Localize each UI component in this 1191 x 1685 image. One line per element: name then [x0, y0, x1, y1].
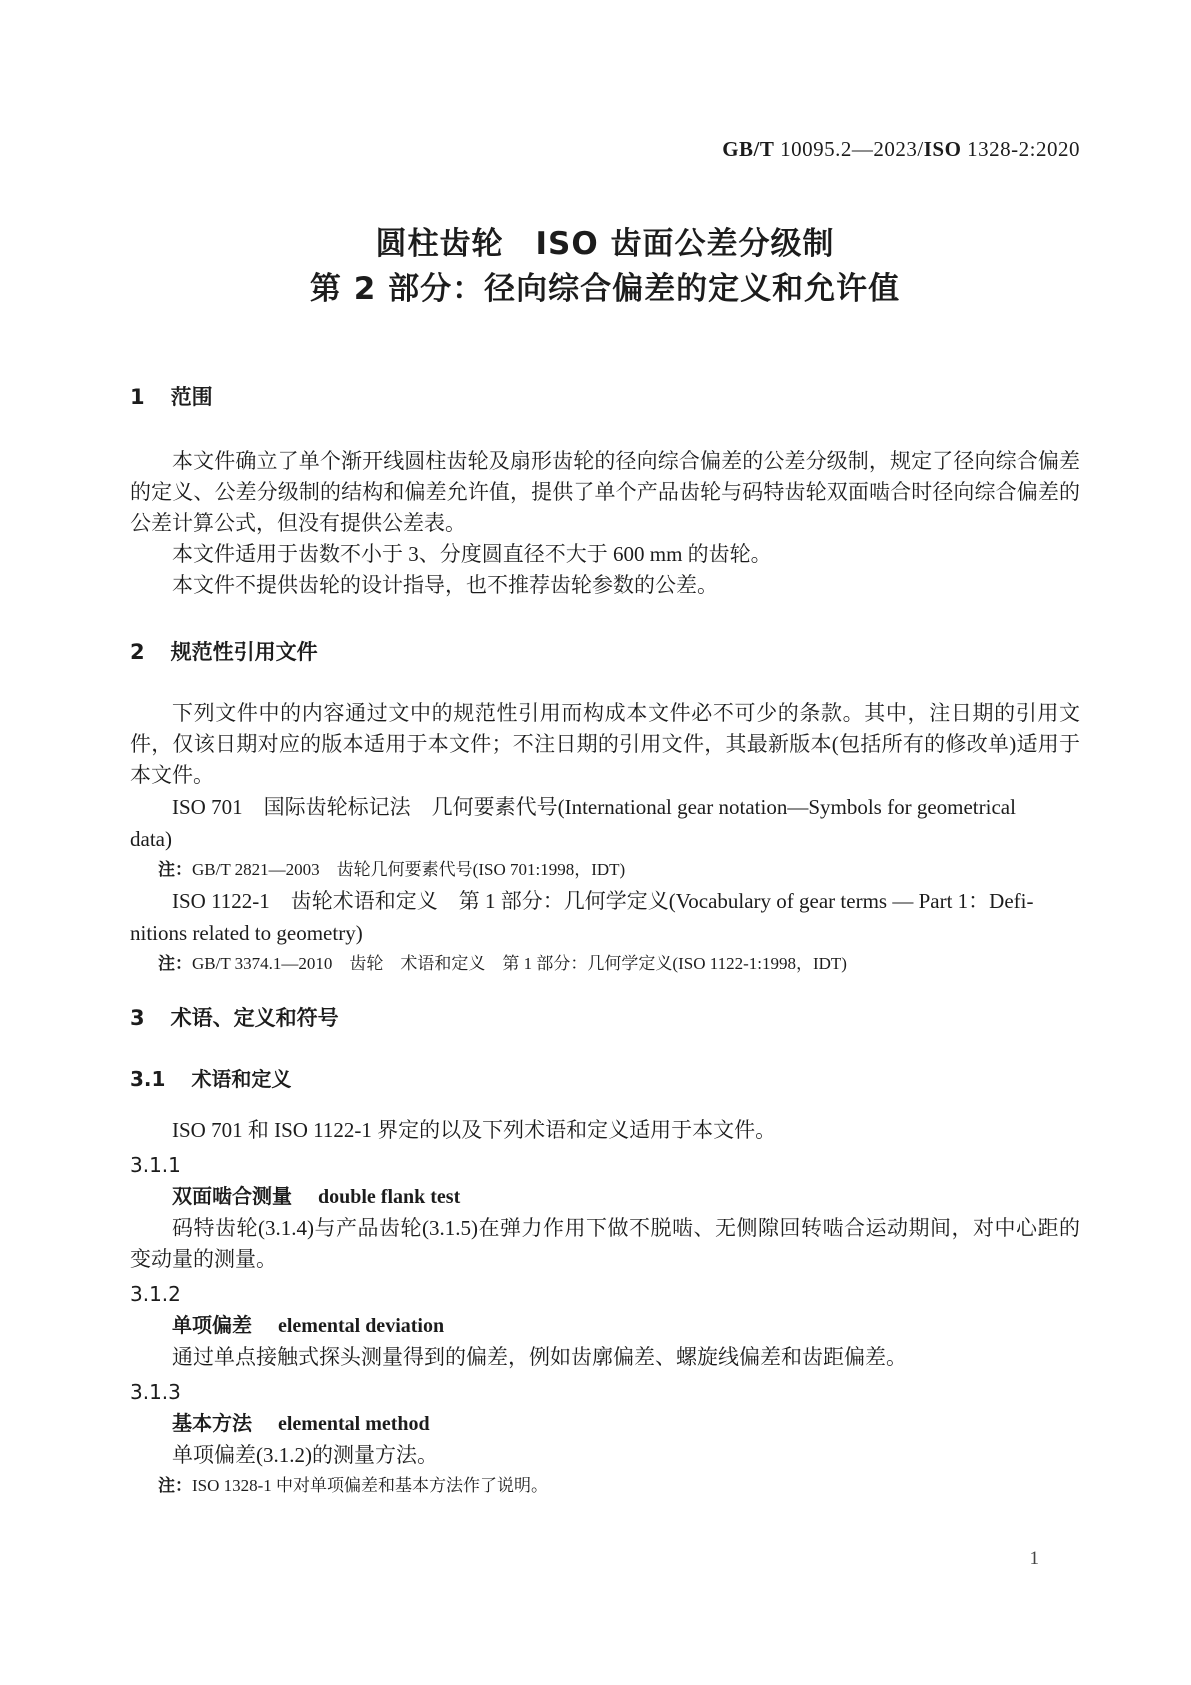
term-2-zh: 单项偏差 [172, 1313, 252, 1337]
reference-iso-701 [130, 791, 1080, 855]
document-code [130, 138, 1080, 160]
document-code-gb-number: 10095.2—2023 [774, 137, 918, 161]
section2-number: 2 [130, 640, 145, 664]
note2-text: GB/T 3374.1—2010 齿轮 术语和定义 第 1 部分：几何学定义(ISO 1122-1:1998，IDT) [192, 954, 847, 973]
term-2-title [130, 1309, 1080, 1342]
section2-heading-label: 规范性引用文件 [170, 640, 318, 664]
term-1-clause-number: 3.1.1 [130, 1153, 181, 1177]
document-title-line1: 圆柱齿轮 ISO 齿面公差分级制 [375, 226, 835, 262]
section3-1-heading [130, 1067, 1080, 1091]
section3-1-intro: ISO 701 和 ISO 1122-1 界定的以及下列术语和定义适用于本文件。 [172, 1118, 777, 1142]
document-code-gb-prefix: GB/T [722, 137, 775, 161]
note2-label: 注： [158, 954, 192, 974]
section1-number: 1 [130, 385, 145, 409]
reference-iso-701-line1: ISO 701 国际齿轮标记法 几何要素代号(International gear notation—Symbols for geometrical [172, 795, 1016, 819]
term-1-definition: 码特齿轮(3.1.4)与产品齿轮(3.1.5)在弹力作用下做不脱啮、无侧隙回转啮合运动期间，对中心距的变动量的测量。 [130, 1216, 1080, 1271]
section3-1-number: 3.1 [130, 1067, 166, 1091]
term-3-note-text: ISO 1328-1 中对单项偏差和基本方法作了说明。 [192, 1476, 549, 1495]
term-1-en: double flank test [318, 1186, 461, 1208]
section3-heading-label: 术语、定义和符号 [170, 1006, 339, 1030]
section1-heading [130, 384, 1080, 410]
term-3-note-label: 注： [158, 1476, 192, 1496]
section3-heading [130, 1005, 1080, 1031]
note1-text: GB/T 2821—2003 齿轮几何要素代号(ISO 701:1998，IDT) [192, 860, 626, 879]
document-code-separator: / [917, 137, 924, 161]
term-2-clause-number: 3.1.2 [130, 1282, 181, 1306]
term-1-zh: 双面啮合测量 [172, 1184, 292, 1208]
document-title [130, 222, 1080, 312]
term-3-definition: 单项偏差(3.1.2)的测量方法。 [172, 1443, 438, 1467]
note1-label: 注： [158, 860, 192, 880]
reference-note-2 [130, 949, 1080, 979]
section1-paragraph2: 本文件适用于齿数不小于 3、分度圆直径不大于 600 mm 的齿轮。 [172, 542, 772, 566]
section1-paragraph1: 本文件确立了单个渐开线圆柱齿轮及扇形齿轮的径向综合偏差的公差分级制，规定了径向综合偏差的定义、公差分级制的结构和偏差允许值，提供了单个产品齿轮与码特齿轮双面啮合时径向综合偏差的公差计算公式，但没有提供公差表。 [130, 449, 1080, 535]
term-1-title [130, 1180, 1080, 1213]
section1-paragraph3: 本文件不提供齿轮的设计指导，也不推荐齿轮参数的公差。 [172, 573, 718, 597]
reference-iso-1122-1 [130, 885, 1080, 949]
section3-1-heading-label: 术语和定义 [191, 1067, 292, 1091]
document-title-line2: 第 2 部分：径向综合偏差的定义和允许值 [309, 271, 901, 307]
term-2-en: elemental deviation [278, 1315, 445, 1337]
term-3-title [130, 1407, 1080, 1440]
page-number: 1 [1029, 1548, 1039, 1569]
term-2-definition: 通过单点接触式探头测量得到的偏差，例如齿廓偏差、螺旋线偏差和齿距偏差。 [172, 1345, 907, 1369]
reference-iso-701-line2: data) [130, 827, 172, 851]
reference-iso-1122-1-line2: nitions related to geometry) [130, 921, 363, 945]
document-code-iso-number: 1328-2:2020 [961, 137, 1080, 161]
section2-intro: 下列文件中的内容通过文中的规范性引用而构成本文件必不可少的条款。其中，注日期的引用文件，仅该日期对应的版本适用于本文件；不注日期的引用文件，其最新版本(包括所有的修改单)适用于本文件。 [130, 701, 1080, 787]
term-3-zh: 基本方法 [172, 1411, 252, 1435]
reference-iso-1122-1-line1: ISO 1122-1 齿轮术语和定义 第 1 部分：几何学定义(Vocabulary of gear terms — Part 1：Defi- [172, 889, 1034, 913]
term-3-clause-number: 3.1.3 [130, 1380, 181, 1404]
term-3-en: elemental method [278, 1413, 430, 1435]
section2-heading [130, 639, 1080, 665]
term-3-note [130, 1471, 1080, 1501]
document-code-iso-prefix: ISO [923, 137, 962, 161]
section3-number: 3 [130, 1006, 145, 1030]
reference-note-1 [130, 855, 1080, 885]
section1-heading-label: 范围 [170, 385, 213, 409]
